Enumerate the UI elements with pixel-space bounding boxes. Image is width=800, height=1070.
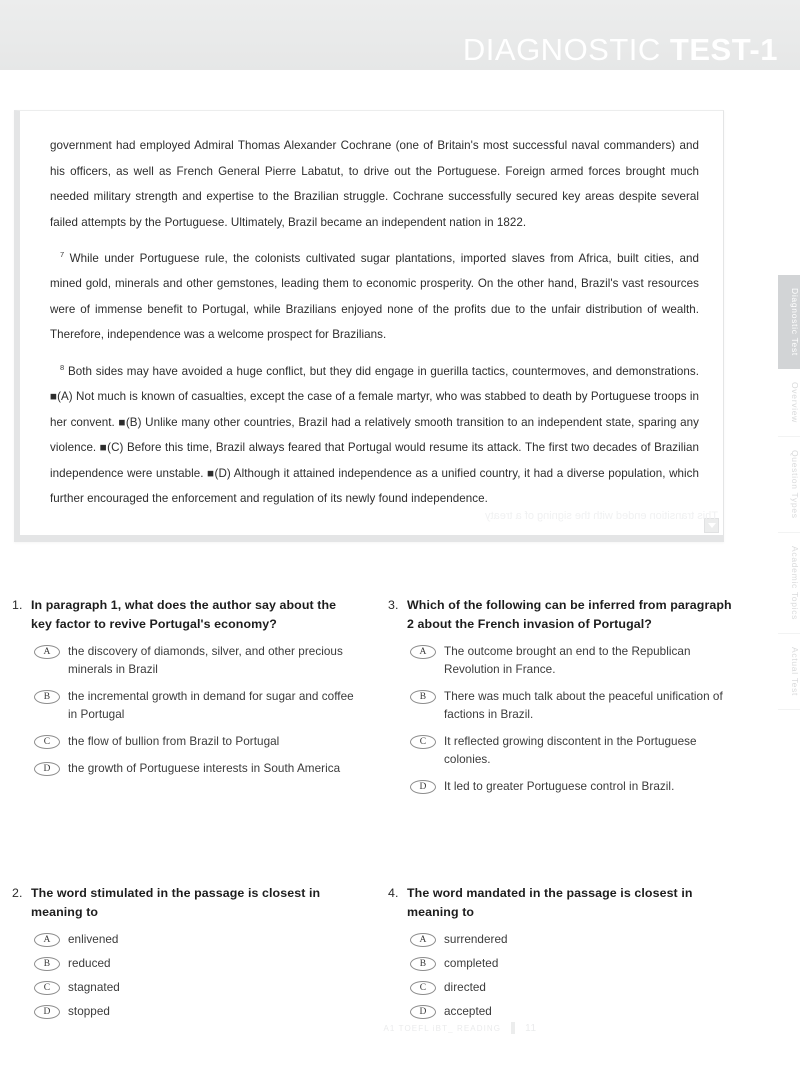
tab-question-types[interactable]: Question Types	[778, 437, 800, 533]
question-1-options	[34, 643, 360, 778]
option-marker-b-icon: B	[410, 957, 436, 971]
page-bleed-through-artifact	[18, 508, 718, 548]
question-row-top	[0, 596, 800, 822]
question-1-option-d[interactable]	[34, 760, 360, 778]
tab-academic-topics[interactable]: Academic Topics	[778, 533, 800, 634]
option-marker-b-icon: B	[34, 690, 60, 704]
question-2-options	[34, 931, 360, 1021]
question-4-text	[407, 884, 736, 922]
question-4-options	[410, 931, 736, 1021]
question-4-heading	[388, 884, 736, 922]
question-4-option-b[interactable]	[410, 955, 736, 973]
question-1-option-c[interactable]	[34, 733, 360, 751]
question-2-text	[31, 884, 360, 922]
question-1	[12, 596, 360, 778]
question-2-text-before: The word	[31, 886, 91, 900]
tab-overview[interactable]: Overview	[778, 369, 800, 437]
option-marker-d-icon: D	[34, 1005, 60, 1019]
paragraph-marker-7: 7	[60, 250, 65, 259]
question-2-heading	[12, 884, 360, 922]
question-column-right	[388, 596, 736, 822]
footer-label: A1 TOEFL iBT_ READING	[383, 1023, 502, 1033]
passage-paragraph-7-text: While under Portuguese rule, the colonists cultivated sugar plantations, imported slaves from Africa, built cities, and mined gold, minerals and other gemstones, leading them to economic prosperity. On the other hand, Brazil's vast resources were of immense benefit to Portugal, while Brazilians enjoyed none of the profits due to the unfair distribution of wealth. Therefore, independence was a welcome prospect for Brazilians.	[50, 251, 699, 342]
footer-divider	[511, 1022, 515, 1034]
option-marker-c-icon: C	[410, 981, 436, 995]
question-2-keyword: stimulated	[90, 886, 154, 900]
question-3-option-a-text: The outcome brought an end to the Republican Revolution in France.	[444, 645, 691, 676]
question-2-option-d[interactable]	[34, 1003, 360, 1021]
option-marker-d-icon: D	[410, 780, 436, 794]
question-4-text-after: in the passage is closest in meaning to	[407, 886, 693, 919]
question-1-option-b-text: the incremental growth in demand for sugar and coffee in Portugal	[68, 690, 354, 721]
question-3-number: 3.	[388, 598, 399, 612]
option-marker-b-icon: B	[410, 690, 436, 704]
question-4-keyword: mandated	[466, 886, 526, 900]
question-2-option-b[interactable]	[34, 955, 360, 973]
question-2-option-b-text: reduced	[68, 957, 111, 970]
reading-passage-panel	[14, 110, 724, 542]
question-1-option-d-text: the growth of Portuguese interests in South America	[68, 762, 341, 775]
option-marker-c-icon: C	[34, 981, 60, 995]
question-3-options	[410, 643, 736, 796]
question-3-option-b-text: There was much talk about the peaceful unification of factions in Brazil.	[444, 690, 723, 721]
question-4-option-d[interactable]	[410, 1003, 736, 1021]
question-4-option-c-text: directed	[444, 981, 486, 994]
question-3-option-d-text: It led to greater Portuguese control in Brazil.	[444, 780, 675, 793]
page-title-bold: TEST-1	[669, 32, 778, 67]
question-2	[12, 884, 360, 1021]
page-title-light: DIAGNOSTIC	[462, 32, 670, 67]
option-marker-a-icon: A	[34, 645, 60, 659]
question-1-number: 1.	[12, 598, 23, 612]
questions-area	[0, 596, 800, 1047]
passage-body	[20, 111, 723, 512]
question-1-option-a-text: the discovery of diamonds, silver, and other precious minerals in Brazil	[68, 645, 343, 676]
question-1-option-b[interactable]	[34, 688, 360, 724]
paragraph-marker-8: 8	[60, 362, 65, 372]
question-1-option-a[interactable]	[34, 643, 360, 679]
question-2-text-after: in the passage is closest in meaning to	[31, 886, 321, 919]
question-2-option-d-text: stopped	[68, 1005, 110, 1018]
option-marker-d-icon: D	[410, 1005, 436, 1019]
question-2-option-c[interactable]	[34, 979, 360, 997]
passage-paragraph-8-text: Both sides may have avoided a huge conflict, but they did engage in guerilla tactics, countermoves, and demonstrations. ■(A) Not much is known of casualties, except the case of a female martyr, who was stabbed to death by Portuguese troops in her convent. ■(B) Unlike many other countries, Brazil had a relatively smooth transition to an independent state, sparing any violence. ■(C) Before this time, Brazil always feared that Portugal would resume its attack. The first two decades of Brazilian independence were unstable. ■(D) Although it attained independence as a unified country, it had a diverse population, which further encouraged the enforcement and regulation of its newly found independence.	[50, 364, 699, 506]
question-2-number: 2.	[12, 886, 23, 900]
question-1-heading	[12, 596, 360, 634]
tab-actual-test[interactable]: Actual Test	[778, 634, 800, 710]
question-column-left	[12, 596, 360, 822]
question-3-option-c[interactable]	[410, 733, 736, 769]
footer-page-number: 11	[525, 1022, 537, 1034]
question-4-text-before: The word	[407, 886, 467, 900]
option-marker-b-icon: B	[34, 957, 60, 971]
question-4-option-a[interactable]	[410, 931, 736, 949]
option-marker-a-icon: A	[34, 933, 60, 947]
question-4-option-a-text: surrendered	[444, 933, 508, 946]
option-marker-a-icon: A	[410, 933, 436, 947]
question-1-text: In paragraph 1, what does the author say about the key factor to revive Portugal's economy?	[31, 598, 337, 631]
passage-paragraph-continued: government had employed Admiral Thomas Alexander Cochrane (one of Britain's most successful naval commanders) and his officers, as well as French General Pierre Labatut, to drive out the Portuguese. Foreign armed forces brought much needed military strength and expertise to the Brazilian struggle. Cochrane successfully secured key areas despite several failed attempts by the Portuguese. Ultimately, Brazil became an independent nation in 1822.	[50, 139, 699, 229]
question-3-option-b[interactable]	[410, 688, 736, 724]
question-4	[388, 884, 736, 1021]
question-4-number: 4.	[388, 886, 399, 900]
ghost-text: This transition ended with the signing of a treaty	[485, 510, 718, 522]
option-marker-a-icon: A	[410, 645, 436, 659]
question-3-text: Which of the following can be inferred from paragraph 2 about the French invasion of Portugal?	[407, 598, 732, 631]
option-marker-c-icon: C	[410, 735, 436, 749]
question-2-option-a-text: enlivened	[68, 933, 119, 946]
passage-paragraph-7	[50, 242, 699, 348]
question-3-option-c-text: It reflected growing discontent in the Portuguese colonies.	[444, 735, 697, 766]
question-4-option-b-text: completed	[444, 957, 499, 970]
tab-diagnostic-test[interactable]: Diagnostic Test	[778, 275, 800, 369]
question-1-option-c-text: the flow of bullion from Brazil to Portugal	[68, 735, 280, 748]
question-4-option-c[interactable]	[410, 979, 736, 997]
question-2-option-c-text: stagnated	[68, 981, 120, 994]
passage-paragraph-8	[50, 355, 699, 512]
page-header-band	[0, 0, 800, 70]
question-4-option-d-text: accepted	[444, 1005, 492, 1018]
page-footer	[0, 1022, 800, 1034]
question-3-heading	[388, 596, 736, 634]
page-title	[463, 34, 778, 65]
question-3	[388, 596, 736, 796]
option-marker-d-icon: D	[34, 762, 60, 776]
question-3-option-d[interactable]	[410, 778, 736, 796]
question-2-option-a[interactable]	[34, 931, 360, 949]
question-3-option-a[interactable]	[410, 643, 736, 679]
option-marker-c-icon: C	[34, 735, 60, 749]
